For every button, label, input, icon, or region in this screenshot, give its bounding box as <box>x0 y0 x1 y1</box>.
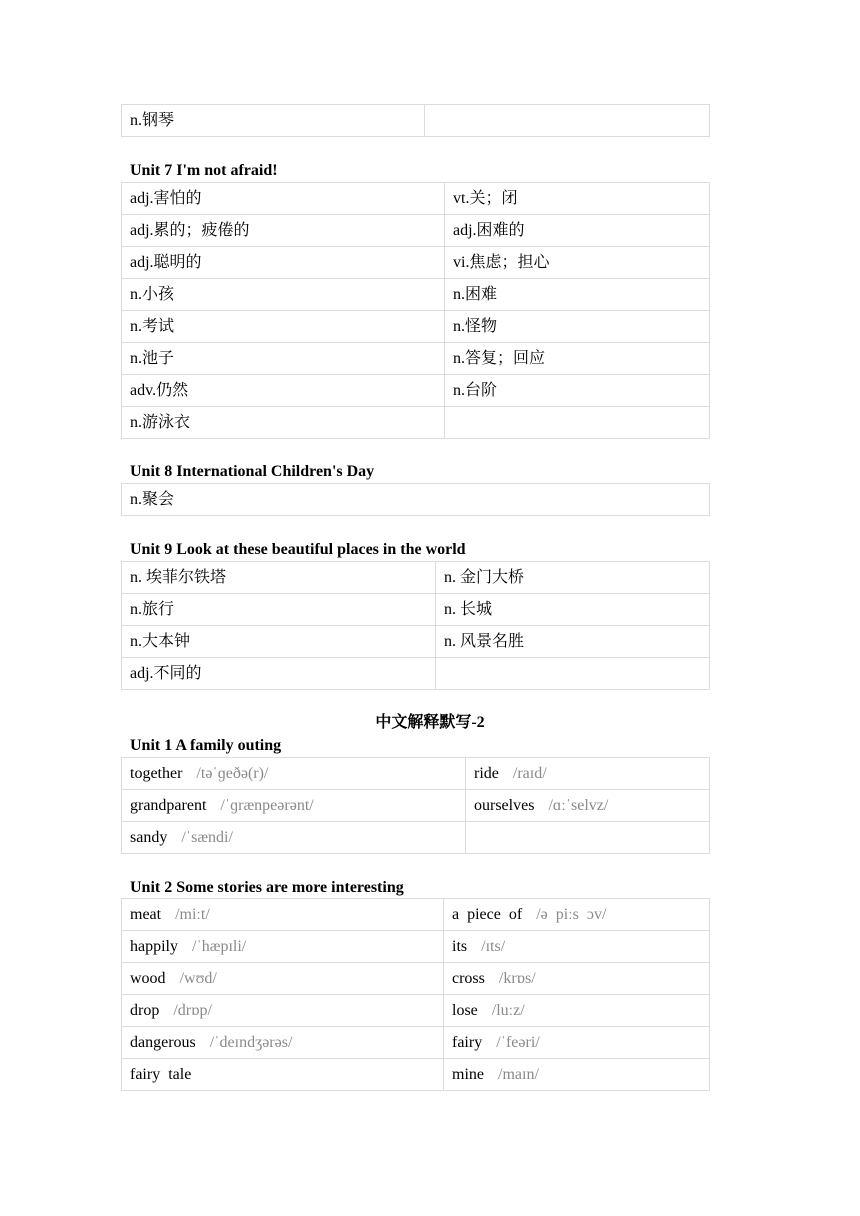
phonetic: /raɪd/ <box>512 765 547 782</box>
unit-8-title: Unit 8 International Children's Day <box>130 463 375 480</box>
word: wood <box>130 970 166 987</box>
word: cross <box>452 970 485 987</box>
vocab-cell: adj.不同的 <box>122 658 436 690</box>
vocab-cell: n.答复；回应 <box>445 343 710 375</box>
table-row <box>122 1059 710 1091</box>
unit-9-vocab-table <box>121 561 710 690</box>
table-row <box>122 1027 710 1059</box>
table-row <box>122 105 710 137</box>
vocab-cell <box>122 758 466 790</box>
vocab-cell: n. 金门大桥 <box>436 562 710 594</box>
table-row <box>122 626 710 658</box>
unit-1-vocab-table <box>121 757 710 854</box>
word: happily <box>130 938 178 955</box>
vocab-cell: n.游泳衣 <box>122 407 445 439</box>
table-row <box>122 758 710 790</box>
vocab-cell: n. 埃菲尔铁塔 <box>122 562 436 594</box>
table-row <box>122 963 710 995</box>
word: fairy tale <box>130 1066 192 1083</box>
word: its <box>452 938 468 955</box>
word: meat <box>130 906 162 923</box>
table-row <box>122 822 710 854</box>
table-row <box>122 790 710 822</box>
word: ourselves <box>474 797 535 814</box>
table-row <box>122 931 710 963</box>
vocab-cell <box>425 105 710 137</box>
vocab-cell <box>122 995 444 1027</box>
word: dangerous <box>130 1034 196 1051</box>
word: grandparent <box>130 797 207 814</box>
vocab-cell <box>444 899 710 931</box>
vocab-cell: adj.累的；疲倦的 <box>122 215 445 247</box>
vocab-cell: adj.聪明的 <box>122 247 445 279</box>
table-row <box>122 658 710 690</box>
vocab-cell <box>436 658 710 690</box>
table-row <box>122 594 710 626</box>
vocab-cell: n.聚会 <box>122 484 710 516</box>
vocab-cell <box>122 931 444 963</box>
vocab-cell: n. 长城 <box>436 594 710 626</box>
table-row <box>122 899 710 931</box>
vocab-cell: n.钢琴 <box>122 105 425 137</box>
vocab-cell <box>122 899 444 931</box>
vocab-cell <box>122 963 444 995</box>
table-row <box>122 562 710 594</box>
vocab-cell: n.怪物 <box>445 311 710 343</box>
vocab-cell <box>466 758 710 790</box>
vocab-cell: n.大本钟 <box>122 626 436 658</box>
vocab-cell <box>122 1027 444 1059</box>
vocab-cell: n.台阶 <box>445 375 710 407</box>
word: drop <box>130 1002 160 1019</box>
section-title: 中文解释默写-2 <box>375 714 485 731</box>
table-row <box>122 183 710 215</box>
phonetic: /təˈɡeðə(r)/ <box>196 765 269 782</box>
vocab-cell <box>444 1027 710 1059</box>
phonetic: /maɪn/ <box>498 1066 539 1083</box>
table-row <box>122 407 710 439</box>
phonetic: /ˈdeɪndʒərəs/ <box>209 1034 293 1051</box>
vocab-cell: adj.害怕的 <box>122 183 445 215</box>
word: ride <box>474 765 499 782</box>
table-row <box>122 215 710 247</box>
vocab-cell <box>122 790 466 822</box>
vocab-cell <box>444 995 710 1027</box>
phonetic: /ə piːs ɔv/ <box>536 906 607 923</box>
vocab-cell: n.旅行 <box>122 594 436 626</box>
phonetic: /wʊd/ <box>179 970 217 987</box>
phonetic: /ˈsændi/ <box>181 829 233 846</box>
unit-8-vocab-table <box>121 483 710 516</box>
table-row <box>122 343 710 375</box>
word: mine <box>452 1066 484 1083</box>
table-row <box>122 247 710 279</box>
unit-9-title: Unit 9 Look at these beautiful places in the world <box>130 541 466 558</box>
vocab-cell: adv.仍然 <box>122 375 445 407</box>
vocab-cell: vi.焦虑；担心 <box>445 247 710 279</box>
word: a piece of <box>452 906 523 923</box>
table-row <box>122 484 710 516</box>
table-row <box>122 995 710 1027</box>
vocab-cell <box>444 1059 710 1091</box>
vocab-cell: n.池子 <box>122 343 445 375</box>
vocab-cell: n.小孩 <box>122 279 445 311</box>
vocab-cell <box>122 1059 444 1091</box>
vocab-cell: n.考试 <box>122 311 445 343</box>
unit-2-title: Unit 2 Some stories are more interesting <box>130 879 404 896</box>
phonetic: /luːz/ <box>491 1002 525 1019</box>
table-row <box>122 375 710 407</box>
phonetic: /drɒp/ <box>173 1002 212 1019</box>
phonetic: /ˈhæpɪli/ <box>192 938 247 955</box>
word: sandy <box>130 829 168 846</box>
unit-1-title: Unit 1 A family outing <box>130 737 282 754</box>
phonetic: /ˈfeəri/ <box>496 1034 540 1051</box>
phonetic: /ɑːˈselvz/ <box>548 797 609 814</box>
word: lose <box>452 1002 478 1019</box>
vocab-cell <box>445 407 710 439</box>
table-row <box>122 279 710 311</box>
vocab-cell: vt.关；闭 <box>445 183 710 215</box>
vocab-cell <box>444 963 710 995</box>
table-row <box>122 311 710 343</box>
unit-2-vocab-table <box>121 898 710 1091</box>
word: fairy <box>452 1034 483 1051</box>
word: together <box>130 765 183 782</box>
vocab-cell <box>466 790 710 822</box>
vocab-cell <box>444 931 710 963</box>
phonetic: /ɪts/ <box>481 938 506 955</box>
vocab-cell: n. 风景名胜 <box>436 626 710 658</box>
phonetic: /ˈɡrænpeərənt/ <box>220 797 314 814</box>
vocab-table-continued <box>121 104 710 137</box>
phonetic: /miːt/ <box>175 906 210 923</box>
vocab-cell: adj.困难的 <box>445 215 710 247</box>
vocab-cell: n.困难 <box>445 279 710 311</box>
unit-7-title: Unit 7 I'm not afraid! <box>130 162 278 179</box>
unit-7-vocab-table <box>121 182 710 439</box>
vocab-cell <box>122 822 466 854</box>
vocab-cell <box>466 822 710 854</box>
phonetic: /krɒs/ <box>498 970 536 987</box>
